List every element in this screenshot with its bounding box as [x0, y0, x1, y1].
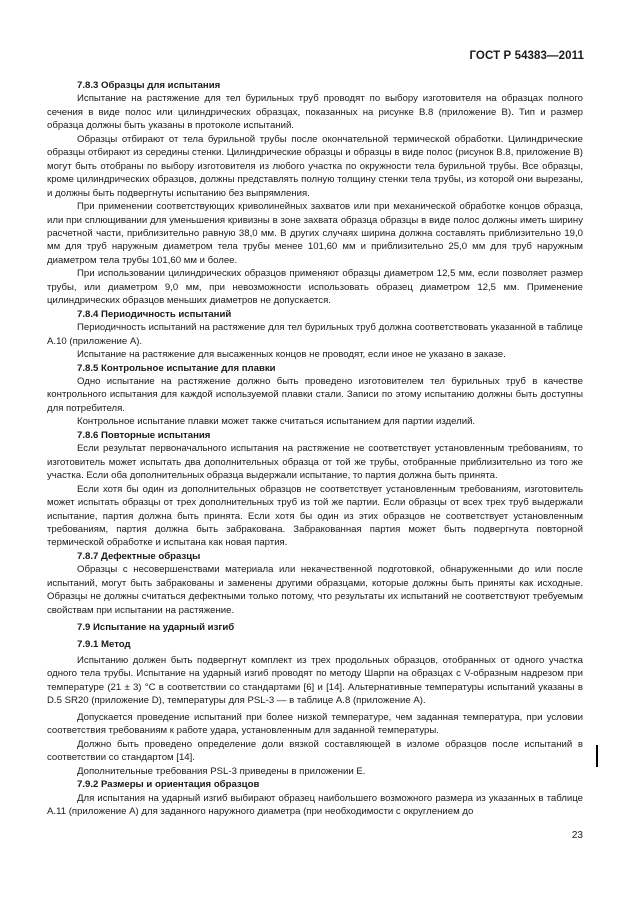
paragraph: Образцы отбирают от тела бурильной трубы после окончательной термической обработки. Цилиндрические образцы отбирают из середины стенки. Цилиндрические образцы и образцы в виде полос (рисунок В.8, приложение В) могут быть отобраны по выбору изготовителя из любого участка по окружности тела бурильной трубы. Все образцы, кроме цилиндрических образцов, должны представлять полную толщину стенки тела трубы, из которой они вырезаны, и должны быть подвергнуты испытанию без выпрямления. — [47, 133, 583, 199]
paragraph: При использовании цилиндрических образцов применяют образцы диаметром 12,5 мм, если позволяет размер трубы, или диаметром 9,0 мм, при невозможности использовать образец диаметром 12,5 мм. Применение цилиндрических образцов меньших диаметров не допускается. — [47, 268, 583, 307]
section-heading: 7.8.4 Периодичность испытаний — [77, 308, 232, 320]
paragraph: Если результат первоначального испытания на растяжение не соответствует установленным требованиям, то изготовитель может испытать два дополнительных образца от той же трубы, отобранные приблизительно из того же участка. Если оба дополнительных образца выдержали испытание, то партия должна быть принята. — [47, 443, 583, 482]
section-heading: 7.8.6 Повторные испытания — [77, 429, 211, 441]
paragraph: Периодичность испытаний на растяжение для тел бурильных труб должна соответствовать указанной в таблице А.10 (приложение А). — [47, 322, 583, 347]
paragraph: Контрольное испытание плавки может также считаться испытанием для партии изделий. — [77, 416, 476, 428]
standard-header: ГОСТ Р 54383—2011 — [469, 50, 584, 62]
document-body — [47, 79, 583, 818]
paragraph: Образцы с несовершенствами материала или некачественной подготовкой, обнаруженными до или после испытаний, могут быть забракованы и заменены другими образцами, которые должны быть приняты как исходные. Образцы не должны считаться дефектными только потому, что результаты их испытаний не соответствуют требуемым свойствам при испытании на растяжение. — [47, 564, 583, 616]
paragraph: Одно испытание на растяжение должно быть проведено изготовителем тел бурильных труб в качестве контрольного испытания для каждой используемой плавки стали. Записи по этому испытанию должны быть доступны для потребителя. — [47, 375, 583, 414]
paragraph: Если хотя бы один из дополнительных образцов не соответствует установленным требованиям, изготовитель может испытать образцы от трех дополнительных труб из той же партии. Если образцы от всех трех труб выдержали испытание, партия должна быть принята. Если хотя бы один из этих образцов не соответствует установленным требованиям, партия должна быть забракована. Забракованная партия может быть подвергнута повторной термической обработке и испытана как новая партия. — [47, 483, 583, 549]
section-heading: 7.9 Испытание на ударный изгиб — [77, 622, 235, 634]
section-heading: 7.8.3 Образцы для испытания — [77, 80, 221, 91]
section-heading: 7.9.2 Размеры и ориентация образцов — [77, 779, 260, 791]
paragraph: Испытанию должен быть подвергнут комплект из трех продольных образцов, отобранных от одного участка одного тела трубы. Испытание на ударный изгиб проводят по методу Шарпи на образцах с V-образным надрезом при температуре (21 ± 3) °С в соответствии со стандартами [6] и [14]. Альтернативные температуры испытаний указаны в D.5 SR20 (приложение D), температуры для PSL-3 — в таблице А.8 (приложение А). — [47, 655, 583, 707]
paragraph: Испытание на растяжение для высаженных концов не проводят, если иное не указано в заказе. — [77, 349, 506, 361]
paragraph: Должно быть проведено определение доли вязкой составляющей в изломе образцов после испытаний в соответствии со стандартом [14]. — [47, 738, 583, 764]
paragraph: Дополнительные требования PSL-3 приведены в приложении Е. — [77, 765, 366, 777]
revision-margin-bar — [596, 745, 598, 767]
paragraph: Для испытания на ударный изгиб выбирают образец наибольшего возможного размера из указанных в таблице А.11 (приложение А) для заданного наружного диаметра (при необходимости с округлением до — [47, 792, 583, 818]
section-heading: 7.8.7 Дефектные образцы — [77, 550, 201, 562]
section-heading: 7.8.5 Контрольное испытание для плавки — [77, 362, 276, 374]
paragraph: При применении соответствующих криволинейных захватов или при механической обработке концов образца, или при сплющивании для уменьшения кривизны в зоне захвата образца образцы в виде полос должны иметь ширину расчетной части, приблизительно равную 38,0 мм. В других случаях ширина должна составлять приблизительно 19,0 мм для труб наружным диаметром тела трубы менее 101,60 мм и приблизительно 25,0 мм для труб наружным диаметром тела трубы 101,60 мм и более. — [47, 201, 583, 266]
section-heading: 7.9.1 Метод — [77, 638, 131, 650]
paragraph: Испытание на растяжение для тел бурильных труб проводят по выбору изготовителя на образцах полного сечения в виде полос или цилиндрических образцах, показанных на рисунке В.8 (приложение В). Тип и размер образца должны быть указаны в протоколе испытаний. — [47, 93, 583, 132]
paragraph: Допускается проведение испытаний при более низкой температуре, чем заданная температура, при условии соответствия требованиям к работе удара, установленным для заданной температуры. — [47, 711, 583, 737]
page-number: 23 — [571, 830, 583, 841]
